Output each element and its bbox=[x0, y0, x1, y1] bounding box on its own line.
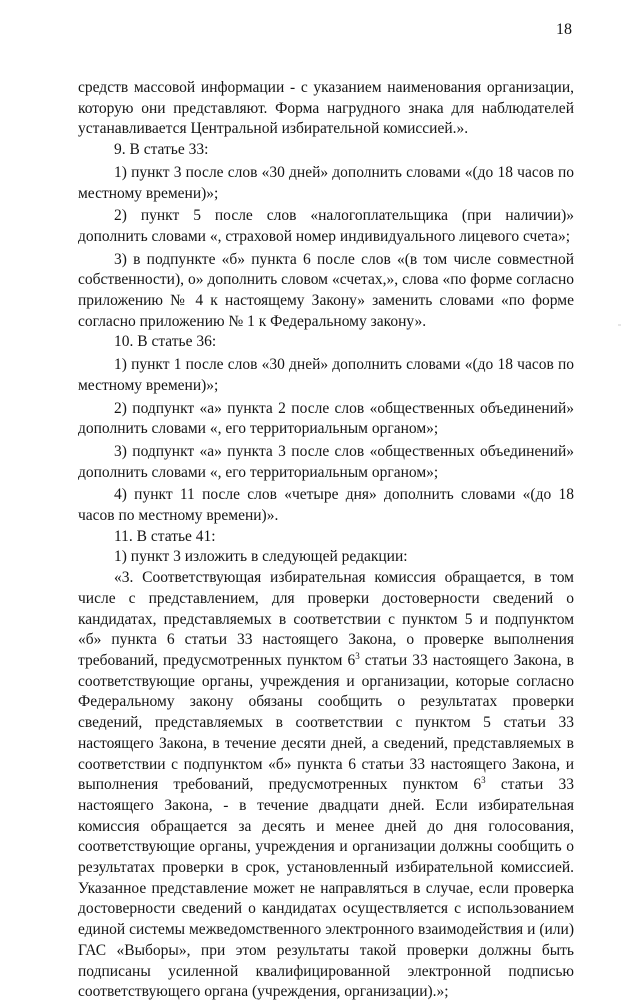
paragraph: 3) в подпункте «б» пункта 6 после слов «(в том числе совместной собственности), о» дополнить словом «счетах,», слова «по форме согласно приложению № 4 к настоящему Закону» заменить словами «по форме согласно приложению № 1 к Федеральному закону». bbox=[78, 250, 574, 330]
paragraph: 1) пункт 1 после слов «30 дней» дополнить словами «(до 18 часов по местному времени)»; bbox=[78, 356, 574, 394]
quote-segment: статьи 33 настоящего Закона, в соответствующие органы, учреждения и организации, которые согласно Федеральному закону обязаны сообщить о результатах проверки сведений, представляемых в соответствии с пунктом 5 статьи 33 настоящего Закона, в течение десяти дней, а сведений, представляемых в соответствии с подпунктом «б» пункта 6 статьи 33 настоящего Закона, и выполнения требований, предусмотренных пунктом 6 bbox=[78, 651, 574, 794]
quote-segment: «3. Соответствующая избирательная комиссия обращается, в том числе с представлением, для проверки достоверности сведений о кандидатах, представляемых в соответствии с пунктом 5 и подпунктом «б» пункта 6 статьи 33 настоящего Закона, о проверке выполнения требований, предусмотренных пунктом 6 bbox=[78, 569, 574, 669]
article-heading-33: 9. В статье 33: bbox=[114, 141, 209, 159]
paragraph-continuation: средств массовой информации - с указанием наименования организации, которую они представляют. Форма нагрудного знака для наблюдателей устанавливается Центральной избирательной комиссией.». bbox=[78, 79, 574, 138]
page-number: 18 bbox=[556, 21, 572, 38]
article-heading-36: 10. В статье 36: bbox=[114, 333, 217, 351]
quoted-provision bbox=[78, 568, 574, 1003]
superscript: 3 bbox=[481, 775, 486, 786]
paragraph: 1) пункт 3 изложить в следующей редакции: bbox=[114, 548, 408, 566]
superscript: 3 bbox=[355, 650, 360, 661]
document-body bbox=[78, 78, 574, 1003]
paragraph: 4) пункт 11 после слов «четыре дня» дополнить словами «(до 18 часов по местному времени)». bbox=[78, 486, 574, 525]
quote-segment: статьи 33 настоящего Закона, - в течение двадцати дней. Если избирательная комиссия обращается за десять и менее дней до дня голосования, соответствующие органы, учреждения и организации должны сообщить о результатах проверки в срок, установленный избирательной комиссией. Указанное представление может не направляться в случае, если проверка достоверности сведений о кандидатах осуществляется с использованием единой системы межведомственного электронного взаимодействия и (или) ГАС «Выборы», при этом результаты такой проверки должны быть подписаны усиленной квалифицированной электронной подписью соответствующего органа (учреждения, организации).»; bbox=[78, 776, 575, 1001]
paragraph: 3) подпункт «а» пункта 3 после слов «общественных объединений» дополнить словами «, его территориальным органом»; bbox=[78, 442, 574, 481]
paragraph: 2) подпункт «а» пункта 2 после слов «общественных объединений» дополнить словами «, его территориальным органом»; bbox=[78, 399, 574, 438]
paragraph: 1) пункт 3 после слов «30 дней» дополнить словами «(до 18 часов по местному времени)»; bbox=[78, 163, 574, 202]
paragraph: 2) пункт 5 после слов «налогоплательщика (при наличии)» дополнить словами «, страховой номер индивидуального лицевого счета»; bbox=[78, 207, 574, 245]
scan-mark bbox=[618, 324, 621, 326]
article-heading-41: 11. В статье 41: bbox=[114, 527, 216, 545]
